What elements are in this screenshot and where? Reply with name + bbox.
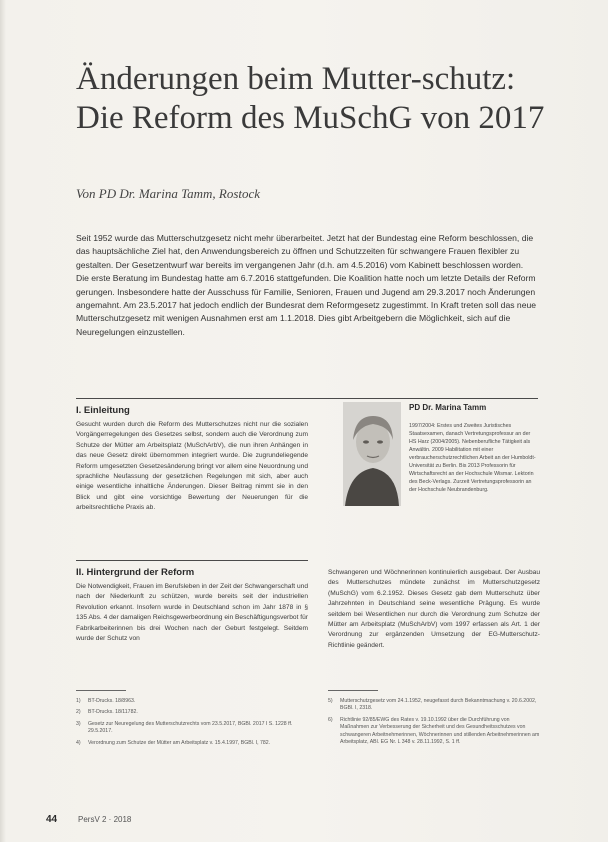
page-number: 44 (46, 814, 58, 825)
footnotes-right (328, 698, 540, 750)
section-2-right-text: Schwangeren und Wöchnerinnen kontinuierlich ausgebaut. Der Ausbau des Mutterschutzes mündete zunächst im Mutterschutzgesetz (MuSchG) vom 6.2.1952. Dieses Gesetz gab dem Mutterschutz über Jahrzehnten in Deutschland seine wesentliche Prägung. Es wurde seitdem bei Wesentlichen nur durch die Verordnung zum Schutze der Mütter am Arbeitsplatz (MuSchArbV) vom 1997 erfassen als Art. 1 der Verordnung zur ergänzenden Umsetzung der EG-Mutterschutz-Richtlinie geändert. (328, 569, 540, 649)
section-heading-1: I. Einleitung (76, 405, 130, 416)
journal-issue: PersV 2 · 2018 (78, 815, 132, 824)
footnotes-left (76, 698, 308, 751)
author-photo (343, 402, 401, 506)
footnote: 1) BT-Drucks. 18/8963. (76, 698, 136, 704)
footnote-rule (76, 690, 126, 691)
footnote: 5) Mutterschutzgesetz vom 24.1.1952, neugefasst durch Bekanntmachung v. 20.6.2002, BGBl. I, 2318. (328, 698, 537, 712)
article-title: Änderungen beim Mutter-schutz: Die Reform des MuSchG von 2017 (76, 61, 545, 136)
footnote: 3) Gesetz zur Neuregelung des Mutterschutzrechts vom 23.5.2017, BGBl. 2017 I S. 1228 ff. 29.5.2017. (76, 720, 293, 735)
author-byline: Von PD Dr. Marina Tamm, Rostock (76, 186, 261, 201)
footnote: 6) Richtlinie 92/85/EWG des Rates v. 19.10.1992 über die Durchführung von Maßnahmen zur Verbesserung der Sicherheit und des Gesundheitsschutzes von schwangeren Arbeitnehmerinnen, Wöchnerinnen und stillenden Arbeitnehmerinnen am Arbeitsplatz, ABl. EG Nr. L 348 v. 28.11.1992, S. 1 ff. (328, 716, 540, 746)
footnote: 2) BT-Drucks. 18/11782. (76, 709, 138, 716)
section-1-text: Gesucht wurden durch die Reform des Mutterschutzes nicht nur die sozialen Vorgängerregelungen des Gesetzes selbst, sondern auch die Verordnung zum Schutze der Mütter am Arbeitsplatz (MuSchArbV), die nun ihren Anhängen in das neue Gesetz direkt übernommen integriert wurde. Die zugrundeliegende Reform umgesetzten Gesetzesänderung bringt vor allem eine Neuordnung und sprachliche Neufassung der gesetzlichen Regelungen mit sich, aber auch einige wesentliche inhaltliche Änderungen. Dieser Beitrag nimmt sie in den Blick und gibt eine vorsichtige Bewertung der Neuerungen für die arbeitsrechtliche Praxis ab. (76, 421, 308, 512)
section-rule (76, 398, 538, 399)
section-rule (76, 560, 308, 561)
section-2-left-text: Die Notwendigkeit, Frauen im Berufsleben in der Zeit der Schwangerschaft und nach der Niederkunft zu schützen, wurde bereits seit der industriellen Revolution erkannt. Insofern wurde in Deutschland schon im Jahr 1878 in § 135 Abs. 4 der damaligen Reichsgewerbeordnung ein Beschäftigungsverbot für Fabrikarbeiterinnen bis drei Wochen nach der Geburt festgelegt. Seitdem wurde der Schutz von (76, 583, 308, 643)
author-name: PD Dr. Marina Tamm (409, 403, 487, 412)
footnote-rule (328, 690, 378, 691)
footnote: 4) Verordnung zum Schutze der Mütter am Arbeitsplatz v. 15.4.1997, BGBl. I, 782. (76, 739, 271, 746)
author-bio: 1997/2004: Erstes und Zweites Juristisches Staatsexamen, danach Vertretungsprofessur an der HS Harz (2004/2005). Nebenberufliche Tätigkeit als Anwältin. 2009 Habilitation mit einer verbraucherschutzrechtlichen Arbeit an der Humboldt-Universität zu Berlin. Bis 2013 Professorin für Wirtschaftsrecht an der Hochschule Wismar. Lektorin des Beck-Verlags. Zurzeit Vertretungsprofessorin an der Hochschule Neubrandenburg. (409, 423, 536, 493)
section-heading-2: II. Hintergrund der Reform (76, 567, 195, 578)
article-intro: Seit 1952 wurde das Mutterschutzgesetz nicht mehr überarbeitet. Jetzt hat der Bundestag eine Reform beschlossen, die das hauptsächliche Ziel hat, den Anwendungsbereich zu öffnen und Schutzzeiten für schwangere Frauen flexibler zu gestalten. Der Gesetzentwurf war bereits im vergangenen Jahr (d.h. am 4.5.2016) vom Kabinett beschlossen worden. Die erste Beratung im Bundestag hatte am 6.7.2016 stattgefunden. Die Koalition hatte noch um letzte Details der Reform gerungen. Insbesondere hatte der Ausschuss für Familie, Senioren, Frauen und Jugend am 29.3.2017 noch Änderungen angemahnt. Am 23.5.2017 hat jedoch endlich der Bundesrat dem Reformgesetz zugestimmt. In Kraft treten soll das neue Mutterschutzgesetz mit wenigen Ausnahmen erst am 1.1.2018. Dies gibt Arbeitgebern die Möglichkeit, sich auf die Neuregelungen einzustellen. (76, 233, 537, 337)
